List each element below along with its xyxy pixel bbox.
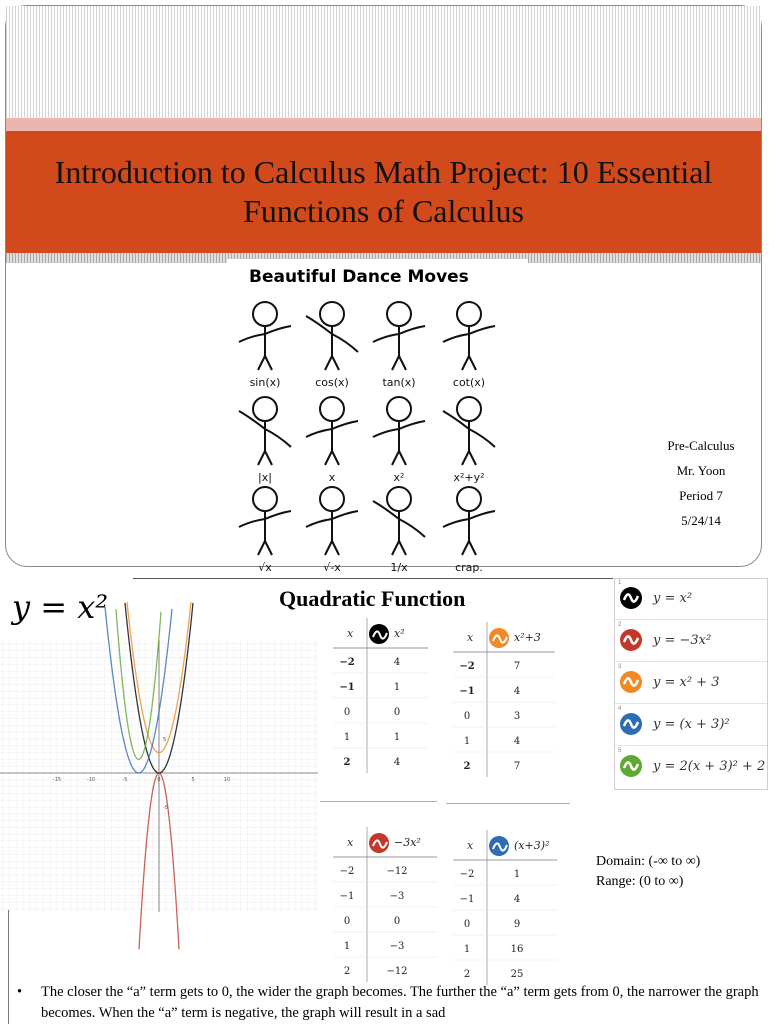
figure-labels [250, 376, 486, 574]
figure-label: cot(x) [452, 376, 486, 389]
wave-icon [489, 628, 509, 648]
table-x-cell: 2 [463, 969, 471, 980]
column-x-header: x [467, 839, 474, 852]
table-y-cell: 4 [393, 757, 401, 768]
y-tick-label: -5 [163, 805, 168, 811]
wave-icon [620, 713, 642, 735]
table-x-cell: −1 [459, 894, 475, 905]
column-header: (x+3)² [514, 839, 550, 852]
credit-teacher: Mr. Yoon [676, 463, 726, 478]
column-header: x² [394, 627, 405, 640]
table-x-cell: 2 [343, 966, 351, 977]
stick-figure [239, 397, 291, 465]
table-x-cell: −2 [459, 869, 475, 880]
legend-row-2[interactable] [615, 621, 767, 662]
table-x-plus-3-squared [453, 830, 557, 982]
bullet-text: The closer the “a” term gets to 0, the wider the graph becomes. The further the “a” term gets from 0, the narrower the graph becomes. When the “a” term is negative, the graph will result in a sad [41, 984, 759, 1021]
figure-label: crap. [455, 561, 483, 574]
column-x-header: x [347, 836, 354, 849]
table-y-cell: 16 [510, 944, 524, 955]
table-x-squared-plus-3 [453, 622, 555, 777]
table-x-cell: 1 [463, 736, 471, 747]
table-x-cell: 0 [463, 919, 471, 930]
credits [626, 433, 776, 533]
table-y-cell: 7 [513, 661, 521, 672]
pink-band [6, 118, 761, 131]
table-separator-2 [446, 803, 570, 804]
figure-label: 1/x [390, 561, 408, 574]
figure-label: x²+y² [453, 471, 485, 484]
column-x-header: x [467, 631, 474, 644]
legend-row-3[interactable] [615, 663, 767, 704]
table-x-cell: 2 [463, 761, 471, 772]
legend-row-5[interactable] [615, 747, 767, 787]
table-y-cell: 1 [513, 869, 521, 880]
slide-title: Introduction to Calculus Math Project: 10 Essential Functions of Calculus [54, 154, 713, 229]
figure-label: cos(x) [315, 376, 349, 389]
table-separator-1 [320, 801, 437, 802]
x-tick-label: 0 [157, 777, 161, 783]
credit-period: Period 7 [679, 488, 723, 503]
table-y-cell: 25 [510, 969, 524, 980]
figure-label: √x [258, 561, 272, 574]
top-stripe-pattern [6, 6, 761, 118]
legend-row-1[interactable] [615, 579, 767, 620]
table-x-squared-grid [333, 618, 428, 776]
wave-icon [489, 836, 509, 856]
stick-figure [306, 302, 358, 370]
wave-icon [369, 624, 389, 644]
legend-row-4[interactable] [615, 705, 767, 746]
legend-number: 2 [618, 622, 622, 628]
table-x-cell: 1 [343, 732, 351, 743]
bullet-marker: • [17, 984, 23, 1000]
x-tick-label: -10 [86, 777, 96, 783]
stick-figure [239, 302, 291, 370]
stick-figure [373, 302, 425, 370]
legend-number: 5 [618, 748, 622, 754]
table-y-cell: −3 [389, 891, 405, 902]
table-y-cell: 4 [513, 894, 521, 905]
table-x-cell: 1 [463, 944, 471, 955]
figure-label: x [328, 471, 336, 484]
legend-equation: y = x² + 3 [653, 675, 720, 690]
wave-icon [620, 671, 642, 693]
figure-label: √-x [323, 561, 341, 574]
credit-course: Pre-Calculus [667, 438, 735, 453]
figure-label: sin(x) [249, 376, 281, 389]
graph-left-border [8, 910, 9, 1024]
legend-equation: y = 2(x + 3)² + 2 [653, 759, 766, 774]
table-x-cell: −1 [459, 686, 475, 697]
stick-figure [443, 487, 495, 555]
stick-figure [373, 487, 425, 555]
table-x-cell: −2 [339, 657, 355, 668]
stick-figure [373, 397, 425, 465]
table-y-cell: 7 [513, 761, 521, 772]
stick-figure [443, 397, 495, 465]
table-x-cell: 2 [343, 757, 351, 768]
table-y-cell: 1 [393, 682, 401, 693]
quadratic-heading: Quadratic Function [279, 586, 466, 611]
table-y-cell: 9 [513, 919, 521, 930]
table-neg-3x-squared-grid [333, 827, 437, 981]
cartoon-caption: Beautiful Dance Moves [249, 267, 469, 287]
dance-moves-drawing [227, 259, 528, 574]
wave-icon [620, 629, 642, 651]
table-x-squared [333, 618, 428, 776]
x-tick-label: -15 [52, 777, 62, 783]
table-y-cell: 3 [513, 711, 521, 722]
figure-label: x² [393, 471, 405, 484]
top-divider [133, 578, 613, 579]
table-x-cell: −2 [339, 866, 355, 877]
x-tick-label: 5 [191, 777, 195, 783]
column-header: x²+3 [514, 631, 541, 644]
table-x-cell: −2 [459, 661, 475, 672]
domain-text: Domain: (-∞ to ∞) [596, 854, 701, 869]
credit-date: 5/24/14 [681, 513, 721, 528]
title-band [6, 131, 761, 253]
range-text: Range: (0 to ∞) [596, 874, 684, 889]
table-x-cell: 0 [343, 707, 351, 718]
table-x-cell: 0 [463, 711, 471, 722]
table-y-cell: 0 [393, 916, 401, 927]
main-equation: y = x² [12, 588, 109, 626]
table-y-cell: −12 [386, 866, 408, 877]
table-neg-3x-squared [333, 827, 437, 981]
table-y-cell: −12 [386, 966, 408, 977]
x-tick-label: 10 [223, 777, 231, 783]
table-y-cell: 4 [513, 736, 521, 747]
stick-figure [443, 302, 495, 370]
legend-equation: y = −3x² [653, 633, 712, 648]
table-y-cell: −3 [389, 941, 405, 952]
table-x-squared-plus-3-grid [453, 622, 555, 777]
title-slide [5, 5, 762, 574]
table-y-cell: 4 [393, 657, 401, 668]
table-y-cell: 4 [513, 686, 521, 697]
parabola-graph [0, 640, 318, 912]
x-tick-label: -5 [122, 777, 128, 783]
wave-icon [620, 587, 642, 609]
legend-equation: y = (x + 3)² [653, 717, 730, 732]
table-y-cell: 1 [393, 732, 401, 743]
column-header: −3x² [394, 836, 421, 849]
stick-figure [306, 397, 358, 465]
y-tick-label: 5 [163, 737, 167, 743]
table-x-plus-3-squared-grid [453, 830, 557, 982]
stick-figure [239, 487, 291, 555]
figure-label: |x| [258, 471, 272, 484]
domain-range [596, 852, 700, 892]
wave-icon [620, 755, 642, 777]
graph-axes [0, 640, 318, 912]
dance-moves-cartoon [227, 259, 528, 574]
column-x-header: x [347, 627, 354, 640]
legend-number: 1 [618, 580, 622, 586]
stick-figure [306, 487, 358, 555]
wave-icon [369, 833, 389, 853]
table-x-cell: 1 [343, 941, 351, 952]
stick-figures [239, 302, 495, 555]
legend-number: 3 [618, 664, 622, 670]
table-y-cell: 0 [393, 707, 401, 718]
table-x-cell: −1 [339, 891, 355, 902]
function-legend [614, 578, 768, 790]
legend-equation: y = x² [653, 591, 693, 606]
table-x-cell: 0 [343, 916, 351, 927]
table-x-cell: −1 [339, 682, 355, 693]
figure-label: tan(x) [382, 376, 416, 389]
legend-number: 4 [618, 706, 622, 712]
